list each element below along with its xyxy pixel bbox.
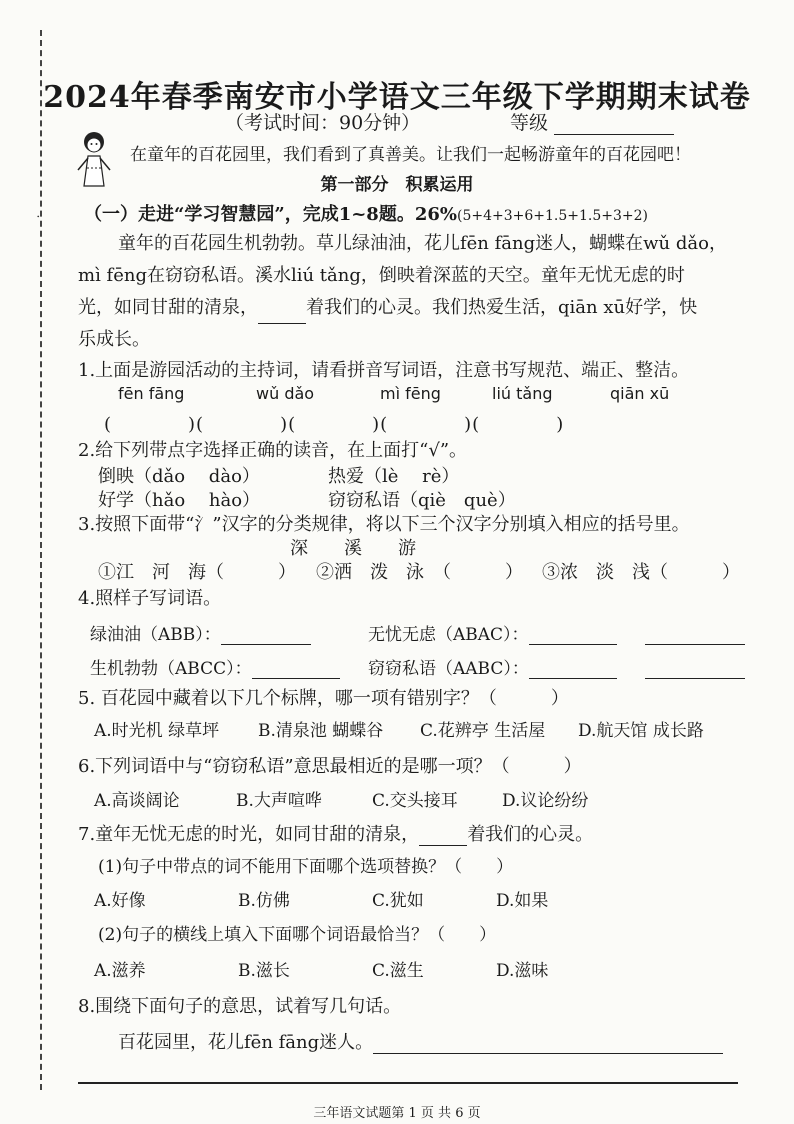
q5-text: 5. 百花园中藏着以下几个标牌，哪一项有错别字？（ ） <box>78 688 569 709</box>
q7-sub2-option-c[interactable]: C.滋生 <box>372 961 424 981</box>
q7-sub2-option-b[interactable]: B.滋长 <box>238 961 290 981</box>
q3-group-2[interactable]: ②洒 泼 泳 （ ） <box>316 562 523 583</box>
q1-pinyin-3: mì fēng <box>380 384 441 403</box>
q4-item-a <box>90 620 311 645</box>
intro-text: 在童年的百花园里，我们看到了真善美。让我们一起畅游童年的百花园吧！ <box>130 145 691 165</box>
q3-text: 3.按照下面带“氵”汉字的分类规律，将以下三个汉字分别填入相应的括号里。 <box>78 514 690 535</box>
q4-blank-d2[interactable] <box>645 660 745 679</box>
q2-text: 2.给下列带点字选择正确的读音，在上面打“√”。 <box>78 440 468 461</box>
q2-item-2[interactable]: 热爱（lè rè） <box>328 466 460 487</box>
passage-line-3a: 光，如同甘甜的清泉， <box>78 297 258 318</box>
q5-option-b[interactable]: B.清泉池 蝴蝶谷 <box>258 721 384 741</box>
q4-blank-d1[interactable] <box>529 660 617 679</box>
q7-sub1-option-c[interactable]: C.犹如 <box>372 891 424 911</box>
q2-item-3[interactable]: 好学（hǎo hào） <box>98 490 261 511</box>
q2-item-1[interactable]: 倒映（dǎo dào） <box>98 466 260 487</box>
page-footer: 三年语文试题第 1 页 共 6 页 <box>313 1106 481 1121</box>
q4-label-c: 生机勃勃（ABCC）： <box>90 659 252 679</box>
section-score: (5+4+3+6+1.5+1.5+3+2) <box>457 208 649 224</box>
q6-option-b[interactable]: B.大声喧哗 <box>236 791 322 811</box>
q6-option-c[interactable]: C.交头接耳 <box>372 791 458 811</box>
q5-option-d[interactable]: D.航天馆 成长路 <box>578 721 704 741</box>
q6-option-a[interactable]: A.高谈阔论 <box>94 791 180 811</box>
q4-blank-b2[interactable] <box>645 626 745 645</box>
q7-blank[interactable] <box>419 827 467 846</box>
q4-text: 4.照样子写词语。 <box>78 588 222 609</box>
margin-mark: ⋅ <box>36 210 41 225</box>
q4-blank-b1[interactable] <box>529 626 617 645</box>
q7-sub2-option-a[interactable]: A.滋养 <box>94 961 146 981</box>
q4-label-a: 绿油油（ABB）： <box>90 625 221 645</box>
passage-line-4: 乐成长。 <box>78 329 150 350</box>
q7-sub1-option-b[interactable]: B.仿佛 <box>238 891 290 911</box>
passage-line-3b: 着我们的心灵。我们热爱生活，qiān xū好学，快 <box>306 297 698 318</box>
q7-text <box>78 820 593 846</box>
q8-prompt: 百花园里，花儿fēn fāng迷人。 <box>118 1032 374 1053</box>
q6-text: 6.下列词语中与“窃窃私语”意思最相近的是哪一项？（ ） <box>78 756 582 777</box>
q7-sub1: (1)句子中带点的词不能用下面哪个选项替换？（ ） <box>98 857 514 877</box>
grade-label: 等级 <box>510 112 549 134</box>
q4-label-b: 无忧无虑（ABAC）： <box>368 625 529 645</box>
bottom-rule <box>78 1082 738 1084</box>
q3-group-1[interactable]: ①江 河 海（ ） <box>98 562 296 583</box>
q2-item-4[interactable]: 窃窃私语（qiè què） <box>328 490 516 511</box>
q7-sub2: (2)句子的横线上填入下面哪个词语最恰当？（ ） <box>98 925 497 945</box>
passage-line-3 <box>78 292 748 324</box>
q7-sub1-option-a[interactable]: A.好像 <box>94 891 146 911</box>
q8-item <box>118 1028 723 1054</box>
q7-sub1-option-d[interactable]: D.如果 <box>496 891 549 911</box>
q4-item-b <box>368 620 745 645</box>
q1-text: 1.上面是游园活动的主持词，请看拼音写词语，注意书写规范、端正、整洁。 <box>78 360 690 381</box>
q7-text-b: 着我们的心灵。 <box>467 824 594 845</box>
q4-item-d <box>368 654 745 679</box>
exam-title: 2024年春季南安市小学语文三年级下学期期末试卷 <box>43 80 751 115</box>
q5-option-a[interactable]: A.时光机 绿草坪 <box>94 721 220 741</box>
q1-pinyin-5: qiān xū <box>610 384 670 403</box>
q8-text: 8.围绕下面句子的意思，试着写几句话。 <box>78 996 402 1017</box>
q4-label-d: 窃窃私语（AABC）： <box>368 659 529 679</box>
section-title <box>84 200 648 226</box>
q3-group-3[interactable]: ③浓 淡 浅（ ） <box>542 562 740 583</box>
grade-blank[interactable] <box>554 116 674 135</box>
q3-chars: 深 溪 游 <box>290 538 416 559</box>
q4-blank-a[interactable] <box>221 626 311 645</box>
q7-sub2-option-d[interactable]: D.滋味 <box>496 961 549 981</box>
q4-item-c <box>90 654 340 679</box>
q1-answer-brackets[interactable]: ( )( )( )( )( ) <box>104 414 565 435</box>
part-title: 第一部分 积累运用 <box>320 175 474 195</box>
q1-pinyin-2: wǔ dǎo <box>256 384 315 403</box>
q1-pinyin-4: liú tǎng <box>492 384 553 403</box>
q6-option-d[interactable]: D.议论纷纷 <box>502 791 589 811</box>
q7-text-a: 7.童年无忧无虑的时光，如同甘甜的清泉， <box>78 824 420 845</box>
q4-blank-c[interactable] <box>252 660 340 679</box>
exam-time: （考试时间：90分钟） <box>225 112 421 134</box>
q8-answer-line[interactable] <box>373 1035 723 1054</box>
grade-field[interactable] <box>510 108 674 135</box>
q1-pinyin-1: fēn fāng <box>118 384 185 403</box>
section-heading: （一）走进“学习智慧园”，完成1~8题。26% <box>84 204 457 225</box>
passage-line-2: mì fēng在窃窃私语。溪水liú tǎng，倒映着深蓝的天空。童年无忧无虑的时 <box>78 265 685 286</box>
passage-blank[interactable] <box>258 305 306 324</box>
q5-option-c[interactable]: C.花辨亭 生活屋 <box>420 721 546 741</box>
passage-line-1: 童年的百花园生机勃勃。草儿绿油油，花儿fēn fāng迷人，蝴蝶在wǔ dǎo， <box>118 233 727 254</box>
